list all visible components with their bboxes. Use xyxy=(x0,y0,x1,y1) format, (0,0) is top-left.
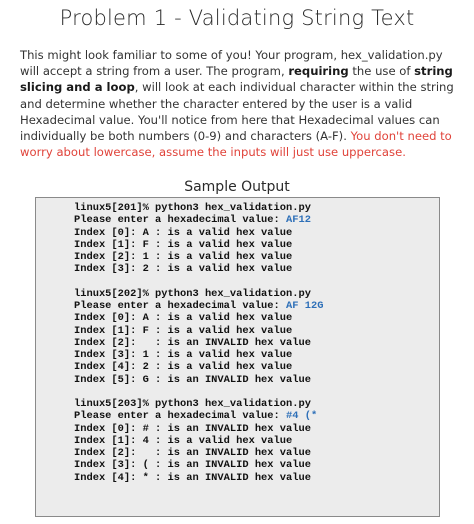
prompt-text: Please enter a hexadecimal value: xyxy=(74,214,287,227)
terminal-result-line: Index [0]: A : is a valid hex value xyxy=(74,226,293,239)
terminal-result-line: Index [0]: # : is an INVALID hex value xyxy=(74,422,311,435)
terminal-result-line: Index [1]: F : is a valid hex value xyxy=(74,324,293,337)
user-input-value: #4 (* xyxy=(286,410,318,423)
description-text-2: the use of xyxy=(348,64,415,79)
terminal-command-line: linux5[202]% python3 hex_validation.py xyxy=(74,287,311,300)
terminal-command-line: linux5[201]% python3 hex_validation.py xyxy=(74,202,311,214)
description-text-3: , will look at each individual character within the string and determine whether the character entered by the user is a valid Hexadecimal value. You'll notice from here that Hexadecimal values can individually be both numbers (0-9) and characters (A-F). xyxy=(20,80,454,144)
terminal-prompt-line xyxy=(74,214,439,226)
prompt-text: Please enter a hexadecimal value: xyxy=(74,410,287,423)
terminal-prompt-line xyxy=(74,300,439,312)
problem-description xyxy=(20,47,460,160)
terminal-result-line: Index [4]: * : is an INVALID hex value xyxy=(74,471,311,484)
terminal-result-line: Index [5]: G : is an INVALID hex value xyxy=(74,373,311,386)
description-text-1: This might look familiar to some of you! Your program, hex_validation.py will accept a string from a user. The program, xyxy=(20,48,443,79)
terminal-result-line: Index [2]: : is an INVALID hex value xyxy=(74,447,311,459)
uppercase-note: You don't need to worry about lowercase, assume the inputs will just use uppercase. xyxy=(20,129,452,160)
user-input-value: AF12 xyxy=(286,214,311,227)
terminal-result-line: Index [2]: 1 : is a valid hex value xyxy=(74,251,293,263)
prompt-text: Please enter a hexadecimal value: xyxy=(74,300,287,312)
terminal-result-line: Index [3]: 2 : is a valid hex value xyxy=(74,263,293,276)
sample-output-heading: Sample Output xyxy=(184,179,290,195)
terminal-result-line: Index [4]: 2 : is a valid hex value xyxy=(74,361,293,374)
terminal-prompt-line xyxy=(74,410,439,422)
terminal-command-line: linux5[203]% python3 hex_validation.py xyxy=(74,398,311,410)
terminal-blank-line xyxy=(74,276,439,288)
terminal-result-line: Index [3]: 1 : is a valid hex value xyxy=(74,349,293,361)
page-title: Problem 1 - Validating String Text xyxy=(59,6,415,30)
terminal-result-line: Index [0]: A : is a valid hex value xyxy=(74,312,293,325)
terminal-blank-line xyxy=(74,386,439,398)
user-input-value: AF 12G xyxy=(286,300,324,312)
terminal-result-line: Index [2]: : is an INVALID hex value xyxy=(74,336,311,349)
terminal-result-line: Index [1]: 4 : is a valid hex value xyxy=(74,434,293,447)
description-bold-requiring: requiring xyxy=(288,64,349,79)
terminal-result-line: Index [1]: F : is a valid hex value xyxy=(74,238,293,251)
terminal-output xyxy=(35,197,440,517)
description-bold-slicing: string slicing and a loop xyxy=(20,64,453,95)
terminal-result-line: Index [3]: ( : is an INVALID hex value xyxy=(74,459,311,472)
